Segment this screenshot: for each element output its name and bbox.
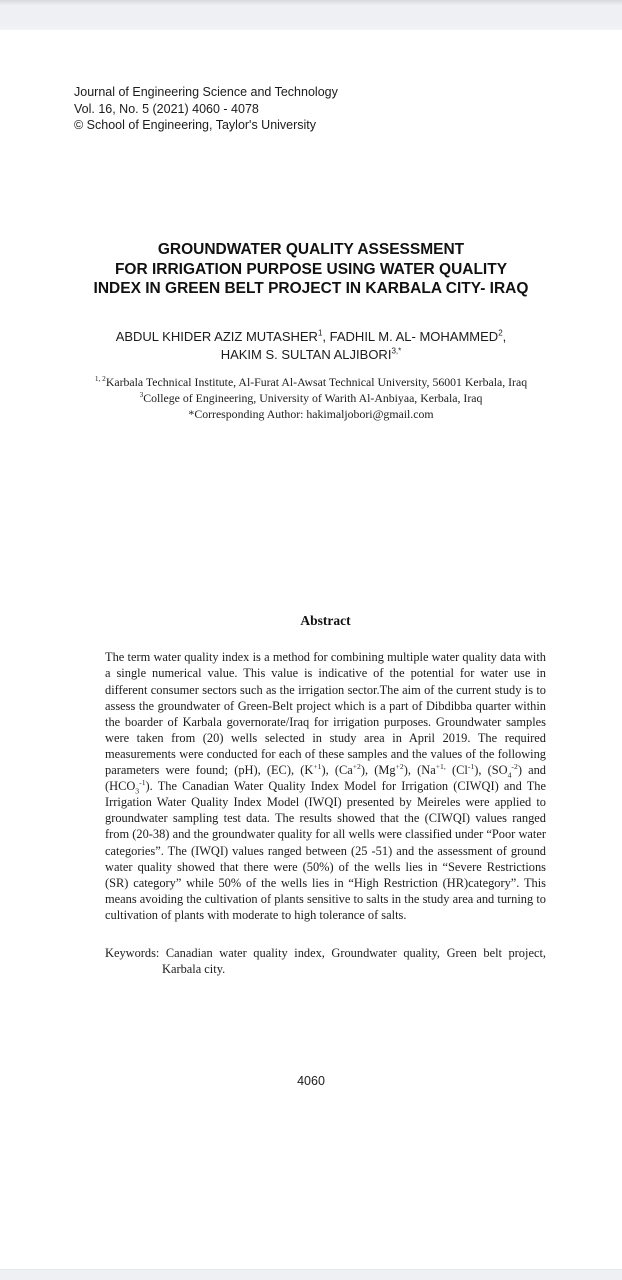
paper-title-line-3: INDEX IN GREEN BELT PROJECT IN KARBALA CITY- IRAQ (93, 280, 529, 297)
corresponding-author: *Corresponding Author: hakimaljobori@gmail.com (188, 407, 434, 421)
viewer-page-gap-bottom (0, 1269, 622, 1280)
keywords (105, 945, 546, 977)
page-number: 4060 (297, 1074, 325, 1088)
paper-title (0, 240, 622, 299)
journal-header (74, 84, 338, 134)
abstract-text: The term water quality index is a method for combining multiple water quality data with a single numerical value. This value is indicative of the potential for water use in different consumer sectors such as the irrigation sector.The aim of the current study is to assess the groundwater of Green-Belt project which is a part of Dibdibba quarter within the boarder of Karbala governorate/Iraq for irrigation purposes. Groundwater samples were taken from (20) wells selected in study area in April 2019. The required measurements were conducted for each of these samples and the values of the following parameters were found; (pH), (EC), $(K^{+1})$, $(Ca^{+2})$, $(Mg^{+2})$, ($Na^{+1,}$ $(Cl^{-1})$, $(SO_4^{-2})$ and $(HCO_3^{-1})$. The Canadian Water Quality Index Model for Irrigation (CIWQI) and The Irrigation Water Quality Index Model (IWQI) presented by Meireles were applied to groundwater sampling test data. The results showed that the (CIWQI) values ranged from (20-38) and the groundwater quality for all wells were classified under “Poor water categories”. The (IWQI) values ranged between (25 -51) and the assessment of ground water quality showed that there were (50%) of the wells lies in “Severe Restrictions (SR) category” while 50% of the wells lies in “High Restriction (HR)category”. This means avoiding the cultivation of plants sensitive to salts in the study area and turning to cultivation of plants with moderate to high tolerance of salts. (105, 650, 546, 922)
journal-volume-info: Vol. 16, No. 5 (2021) 4060 - 4078 (74, 101, 259, 116)
abstract-heading: Abstract (300, 613, 351, 628)
keywords-label: Keywords: (105, 946, 166, 961)
affiliation-1: $^{1, 2}$Karbala Technical Institute, Al-Furat Al-Awsat Technical University, 56001 Kerbala, Iraq (94, 374, 528, 389)
viewer-page-gap-top (0, 0, 622, 30)
journal-name: Journal of Engineering Science and Technology (74, 85, 338, 99)
paper-title-line-2: FOR IRRIGATION PURPOSE USING WATER QUALITY (114, 260, 508, 278)
journal-copyright: © School of Engineering, Taylor's University (74, 118, 317, 132)
authors-line-1: ABDUL KHIDER AZIZ MUTASHER$^1$, FADHIL M. AL- MOHAMMED$^2$, (115, 328, 507, 344)
authors-line-2: HAKIM S. SULTAN $ALJIBORI^{3,*}$ (220, 346, 402, 362)
affiliation-2: $^3$College of Engineering, University of Warith Al-Anbiyaa, Kerbala, Iraq (139, 390, 483, 405)
keywords-text: Canadian water quality index, Groundwater quality, Green belt project, Karbala city. (162, 946, 546, 977)
affiliations (0, 374, 622, 422)
author-list (0, 328, 622, 363)
paper-title-line-1: GROUNDWATER QUALITY ASSESSMENT (157, 241, 465, 258)
